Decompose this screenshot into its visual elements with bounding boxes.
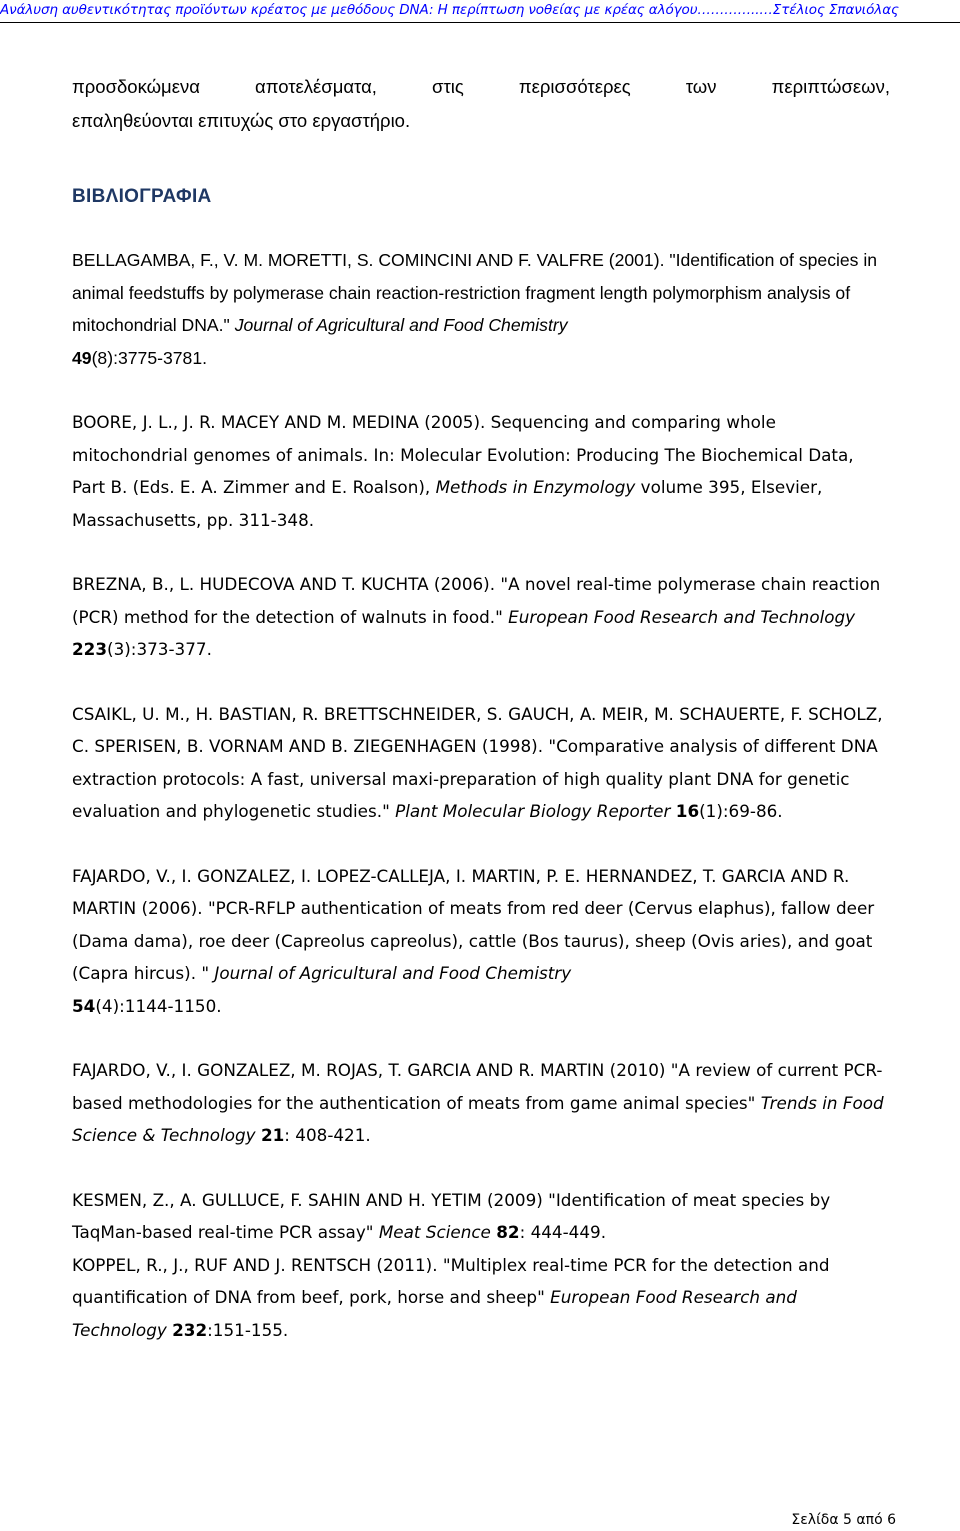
reference-item bbox=[72, 1249, 890, 1347]
reference-volume: 21 bbox=[260, 1125, 285, 1145]
reference-item bbox=[72, 1184, 890, 1249]
reference-authors: BOORE, J. L., J. R. MACEY AND M. MEDINA (2005). Sequencing and comparing whole mitochondrial genomes of animals. In: Molecular Evolution: Producing The Biochemical Data, Part B. (Eds. E. A. Zimmer and E. Roalson), bbox=[72, 412, 854, 497]
reference-item bbox=[72, 406, 890, 536]
reference-volume: 49 bbox=[72, 347, 92, 368]
reference-item bbox=[72, 698, 890, 828]
reference-journal: Journal of Agricultural and Food Chemistry bbox=[234, 315, 568, 335]
reference-authors: FAJARDO, V., I. GONZALEZ, M. ROJAS, T. GARCIA AND R. MARTIN (2010) "A review of current PCR-based methodologies for the authentication of meats from game animal species" bbox=[72, 1060, 883, 1113]
running-title: Ανάλυση αυθεντικότητας προϊόντων κρέατος με μεθόδους DNA: Η περίπτωση νοθείας με κρέας αλόγου…………..…Στέλιος Σπανιόλας bbox=[0, 2, 899, 18]
reference-item bbox=[72, 1054, 890, 1152]
reference-journal: European Food Research and Technology bbox=[508, 606, 856, 627]
reference-authors: BELLAGAMBA, F., V. M. MORETTI, S. COMINCINI AND F. VALFRE (2001). "Identification of species in animal feedstuffs by polymerase chain reaction-restriction fragment length polymorphism analysis of mitochondrial DNA." bbox=[72, 250, 878, 335]
reference-pages: :151-155. bbox=[207, 1319, 289, 1340]
reference-journal: Trends in Food Science & Technology bbox=[72, 1092, 884, 1145]
reference-authors: KESMEN, Z., A. GULLUCE, F. SAHIN AND H. YETIM (2009) "Identification of meat species by TaqMan-based real-time PCR assay" bbox=[72, 1189, 831, 1242]
running-header bbox=[0, 0, 960, 23]
reference-journal: Plant Molecular Biology Reporter bbox=[395, 801, 671, 821]
reference-pages: (8):3775-3781. bbox=[91, 347, 207, 368]
reference-item bbox=[72, 860, 890, 1023]
reference-volume: 16 bbox=[675, 801, 700, 821]
reference-item bbox=[72, 244, 890, 374]
reference-authors: KOPPEL, R., J., RUF AND J. RENTSCH (2011). "Multiplex real-time PCR for the detection and quantification of DNA from beef, pork, horse and sheep" bbox=[72, 1254, 830, 1307]
page-number: Σελίδα 5 από 6 bbox=[791, 1512, 896, 1528]
reference-authors: CSAIKL, U. M., H. BASTIAN, R. BRETTSCHNEIDER, S. GAUCH, A. MEIR, M. SCHAUERTE, F. SCHOLZ, C. SPERISEN, B. VORNAM AND B. ZIEGENHAGEN (1998). "Comparative analysis of different DNA extraction protocols: A fast, universal maxi-preparation of high quality plant DNA for genetic evaluation and phylogenetic studies." bbox=[72, 703, 883, 821]
reference-volume: 223 bbox=[72, 639, 108, 659]
reference-pages: (3):373-377. bbox=[107, 639, 212, 659]
reference-pages: (1):69-86. bbox=[699, 801, 783, 821]
reference-volume: 82 bbox=[496, 1222, 520, 1242]
reference-pages: : 408-421. bbox=[284, 1125, 371, 1145]
reference-volume: 54 bbox=[72, 995, 96, 1016]
reference-pages: (4):1144-1150. bbox=[95, 995, 222, 1016]
page-body bbox=[72, 70, 890, 1346]
intro-paragraph bbox=[72, 70, 890, 138]
reference-journal: Meat Science bbox=[378, 1222, 491, 1242]
reference-item bbox=[72, 568, 890, 666]
reference-authors: FAJARDO, V., I. GONZALEZ, I. LOPEZ-CALLEJA, I. MARTIN, P. E. HERNANDEZ, T. GARCIA AND R. MARTIN (2006). "PCR-RFLP authentication of meats from red deer (Cervus elaphus), fallow deer (Dama dama), roe deer (Capreolus capreolus), cattle (Bos taurus), sheep (Ovis aries), and goat (Capra hircus). " bbox=[72, 865, 875, 983]
intro-line-1: προσδοκώμενα αποτελέσματα, στις περισσότερες των περιπτώσεων, bbox=[72, 76, 890, 97]
bibliography-heading: ΒΙΒΛΙΟΓΡΑΦΙΑ bbox=[72, 186, 212, 207]
reference-pages: : 444-449. bbox=[519, 1222, 607, 1242]
intro-line-2: επαληθεύονται επιτυχώς στο εργαστήριο. bbox=[72, 110, 411, 131]
reference-rest: volume 395, Elsevier, Massachusetts, pp. 311-348. bbox=[72, 477, 823, 530]
reference-journal: Journal of Agricultural and Food Chemistry bbox=[214, 963, 572, 983]
reference-journal: Methods in Enzymology bbox=[435, 477, 636, 497]
reference-volume: 232 bbox=[172, 1319, 208, 1340]
reference-journal: European Food Research and Technology bbox=[72, 1287, 797, 1340]
reference-authors: BREZNA, B., L. HUDECOVA AND T. KUCHTA (2006). "A novel real-time polymerase chain reaction (PCR) method for the detection of walnuts in food." bbox=[72, 574, 881, 627]
